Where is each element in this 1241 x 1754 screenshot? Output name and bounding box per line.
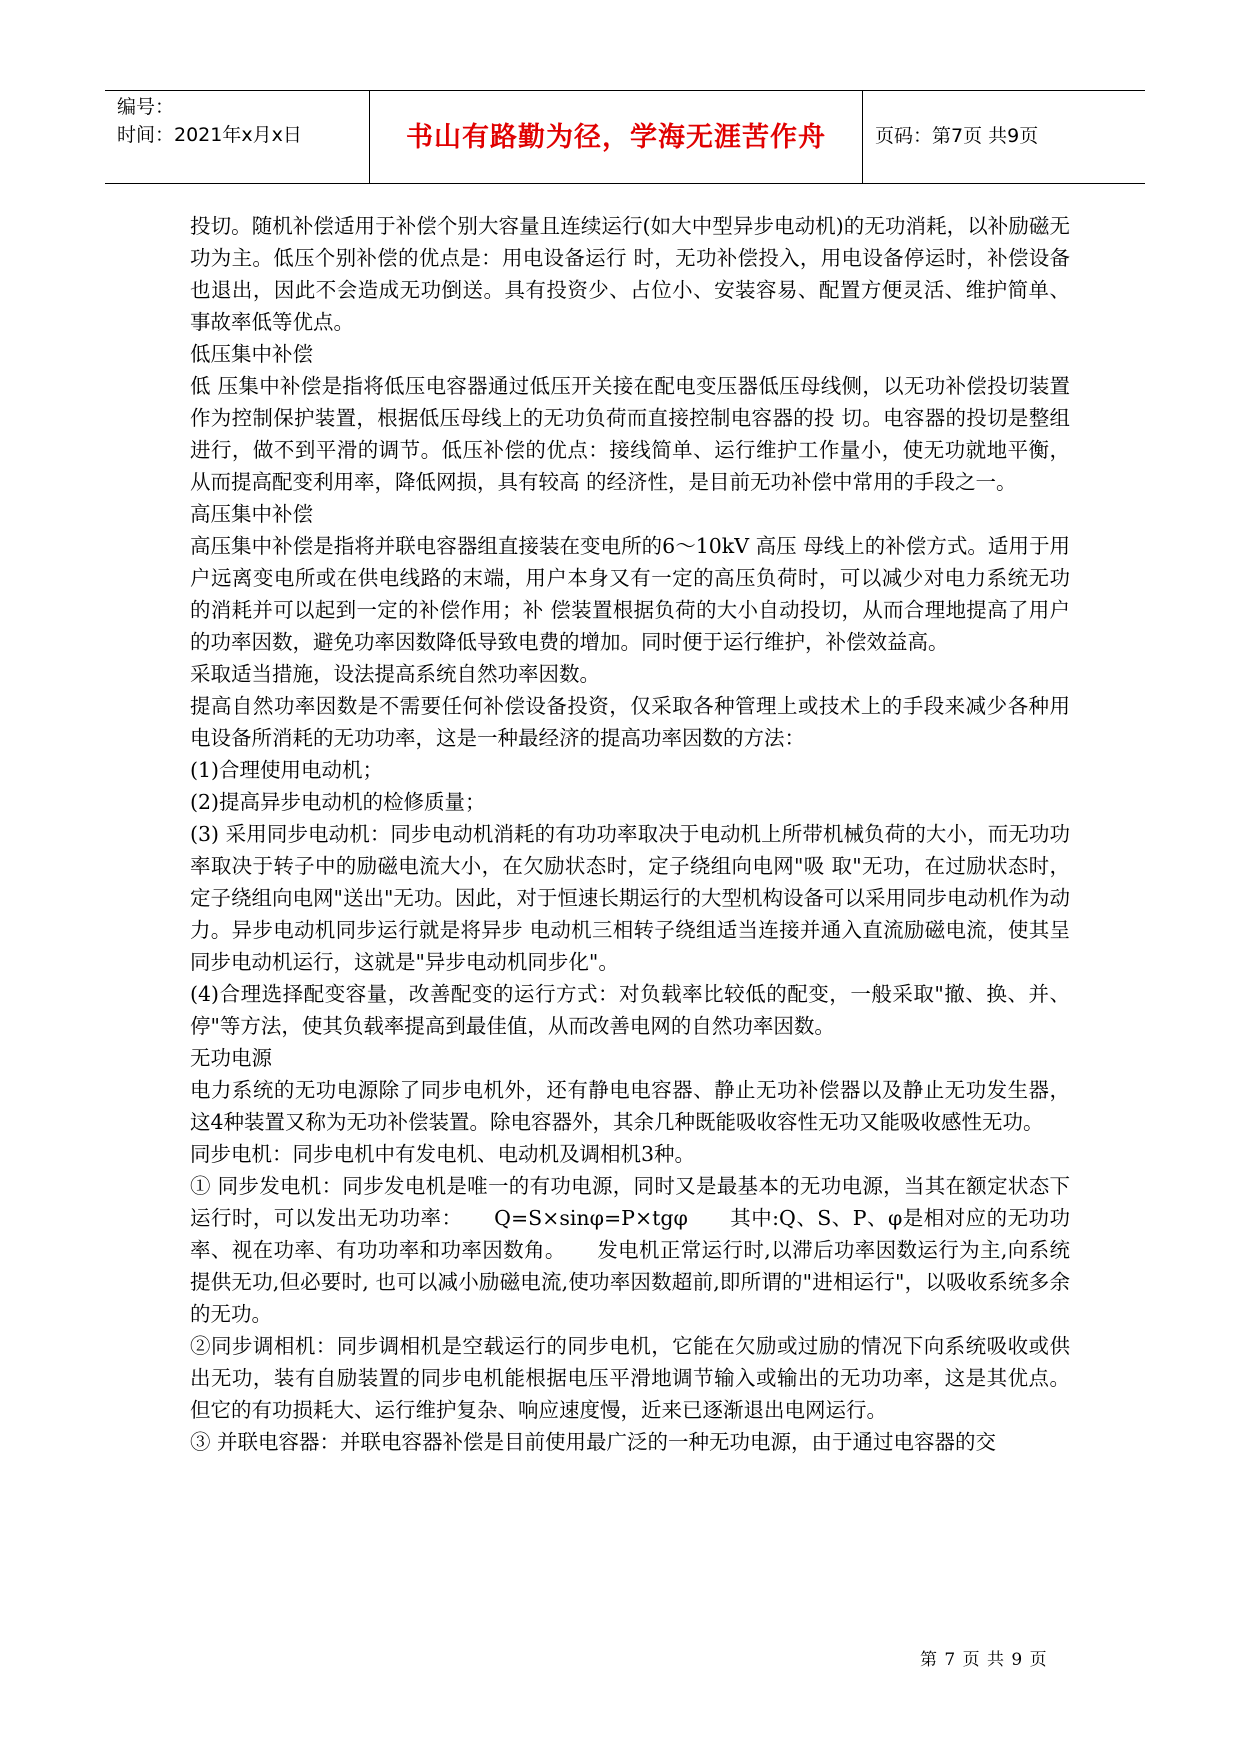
document-time-label: 时间：2021年x月x日	[117, 124, 302, 146]
page-header	[105, 90, 1145, 184]
list-item: (4)合理选择配变容量，改善配变的运行方式：对负载率比较低的配变，一般采取"撤、换、并、停"等方法，使其负载率提高到最佳值，从而改善电网的自然功率因数。	[190, 982, 1070, 1038]
paragraph: 电力系统的无功电源除了同步电机外，还有静电电容器、静止无功补偿器以及静止无功发生器，这4种装置又称为无功补偿装置。除电容器外，其余几种既能吸收容性无功又能吸收感性无功。	[190, 1078, 1070, 1134]
paragraph: 高压集中补偿是指将并联电容器组直接装在变电所的6～10kV 高压 母线上的补偿方式。适用于用户远离变电所或在供电线路的末端，用户本身又有一定的高压负荷时，可以减少对电力系统无功的消耗并可以起到一定的补偿作用；补 偿装置根据负荷的大小自动投切，从而合理地提高了用户的功率因数，避免功率因数降低导致电费的增加。同时便于运行维护，补偿效益高。	[190, 534, 1070, 654]
document-body	[190, 210, 1070, 1458]
list-item: (1)合理使用电动机；	[190, 758, 384, 782]
header-page-number: 页码：第7页 共9页	[875, 125, 1039, 147]
document-number-label: 编号：	[117, 96, 175, 118]
list-item: (2)提高异步电动机的检修质量；	[190, 790, 486, 814]
paragraph: 同步电机：同步电机中有发电机、电动机及调相机3种。	[190, 1142, 696, 1166]
section-heading: 高压集中补偿	[190, 502, 313, 526]
paragraph: 投切。随机补偿适用于补偿个别大容量且连续运行(如大中型异步电动机)的无功消耗，以补励磁无功为主。低压个别补偿的优点是：用电设备运行 时，无功补偿投入，用电设备停运时，补偿设备也退出，因此不会造成无功倒送。具有投资少、占位小、安装容易、配置方便灵活、维护简单、事故率低等优点。	[190, 214, 1070, 334]
list-item: ① 同步发电机：同步发电机是唯一的有功电源，同时又是最基本的无功电源，当其在额定状态下运行时，可以发出无功功率： Q=S×sinφ=P×tgφ 其中:Q、S、P、φ是相对应的无功功率、视在功率、有功功率和功率因数角。 发电机正常运行时,以滞后功率因数运行为主,向系统提供无功,但必要时, 也可以减小励磁电流,使功率因数超前,即所谓的"进相运行"，以吸收系统多余的无功。	[190, 1174, 1070, 1326]
section-heading: 无功电源	[190, 1046, 272, 1070]
header-motto: 书山有路勤为径，学海无涯苦作舟	[406, 122, 826, 153]
header-divider	[862, 91, 863, 183]
paragraph: 低 压集中补偿是指将低压电容器通过低压开关接在配电变压器低压母线侧，以无功补偿投切装置作为控制保护装置，根据低压母线上的无功负荷而直接控制电容器的投 切。电容器的投切是整组进行，做不到平滑的调节。低压补偿的优点：接线简单、运行维护工作量小，使无功就地平衡，从而提高配变利用率，降低网损，具有较高 的经济性，是目前无功补偿中常用的手段之一。	[190, 374, 1070, 494]
header-divider	[369, 91, 370, 183]
section-heading: 低压集中补偿	[190, 342, 313, 366]
list-item: ③ 并联电容器：并联电容器补偿是目前使用最广泛的一种无功电源，由于通过电容器的交	[190, 1430, 997, 1454]
list-item: (3) 采用同步电动机：同步电动机消耗的有功功率取决于电动机上所带机械负荷的大小，而无功功率取决于转子中的励磁电流大小，在欠励状态时，定子绕组向电网"吸 取"无功，在过励状态时，定子绕组向电网"送出"无功。因此，对于恒速长期运行的大型机构设备可以采用同步电动机作为动力。异步电动机同步运行就是将异步 电动机三相转子绕组适当连接并通入直流励磁电流，使其呈同步电动机运行，这就是"异步电动机同步化"。	[190, 822, 1070, 974]
paragraph: 提高自然功率因数是不需要任何补偿设备投资，仅采取各种管理上或技术上的手段来减少各种用电设备所消耗的无功功率，这是一种最经济的提高功率因数的方法：	[190, 694, 1070, 750]
page-footer: 第 7 页 共 9 页	[920, 1650, 1048, 1670]
list-item: ②同步调相机：同步调相机是空载运行的同步电机，它能在欠励或过励的情况下向系统吸收或供出无功，装有自励装置的同步电机能根据电压平滑地调节输入或输出的无功功率，这是其优点。但它的有功损耗大、运行维护复杂、响应速度慢，近来已逐渐退出电网运行。	[190, 1334, 1070, 1422]
paragraph: 采取适当措施，设法提高系统自然功率因数。	[190, 662, 600, 686]
header-meta	[117, 93, 367, 149]
